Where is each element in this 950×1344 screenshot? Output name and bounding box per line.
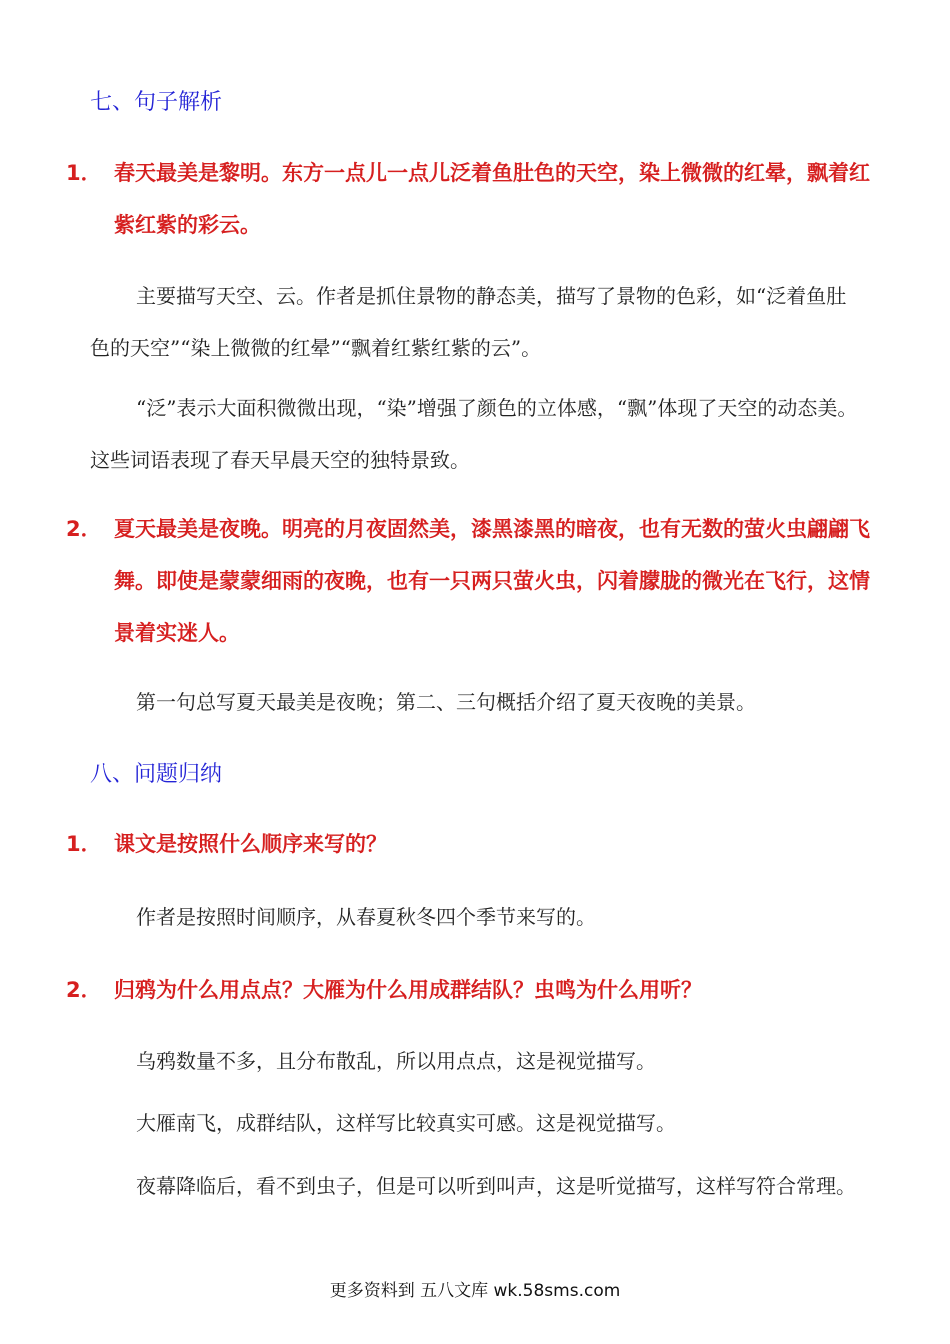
paragraph-answer-2: 乌鸦数量不多，且分布散乱，所以用点点，这是视觉描写。 [136, 1049, 656, 1073]
question-summer-night [66, 503, 880, 659]
question-number: 2． [66, 978, 102, 1002]
question-text: 夏天最美是夜晚。明亮的月夜固然美，漆黑漆黑的暗夜，也有无数的萤火虫翩翩飞舞。即使是蒙蒙细雨的夜晚，也有一只两只萤火虫，闪着朦胧的微光在飞行，这情景着实迷人。 [114, 517, 870, 645]
question-number: 1． [66, 832, 102, 856]
section-heading-sentence-analysis: 七、句子解析 [90, 90, 223, 115]
paragraph-analysis-1: 主要描写天空、云。作者是抓住景物的静态美，描写了景物的色彩，如“泛着鱼肚色的天空”“染上微微的红晕”“飘着红紫红紫的云”。 [90, 284, 847, 360]
question-spring-dawn [66, 147, 880, 251]
paragraph-analysis-2: “泛”表示大面积微微出现，“染”增强了颜色的立体感，“飘”体现了天空的动态美。这些词语表现了春天早晨天空的独特景致。 [90, 396, 858, 472]
section-heading-question-summary: 八、问题归纳 [90, 762, 223, 787]
question-text: 春天最美是黎明。东方一点儿一点儿泛着鱼肚色的天空，染上微微的红晕，飘着红紫红紫的彩云。 [114, 161, 870, 237]
paragraph-answer-1: 作者是按照时间顺序，从春夏秋冬四个季节来写的。 [136, 905, 596, 929]
question-word-choice [66, 964, 880, 1016]
paragraph-answer-3: 大雁南飞，成群结队，这样写比较真实可感。这是视觉描写。 [136, 1111, 676, 1135]
paragraph-answer-4: 夜幕降临后，看不到虫子，但是可以听到叫声，这是听觉描写，这样写符合常理。 [136, 1174, 856, 1198]
question-number: 2． [66, 517, 102, 541]
paragraph-analysis-3: 第一句总写夏天最美是夜晚；第二、三句概括介绍了夏天夜晚的美景。 [136, 690, 756, 714]
question-text: 归鸦为什么用点点？大雁为什么用成群结队？虫鸣为什么用听？ [114, 978, 702, 1002]
question-number: 1． [66, 161, 102, 185]
question-text: 课文是按照什么顺序来写的？ [114, 832, 387, 856]
footer-watermark: 更多资料到 五八文库 wk.58sms.com [329, 1281, 621, 1301]
question-writing-order [66, 818, 880, 870]
